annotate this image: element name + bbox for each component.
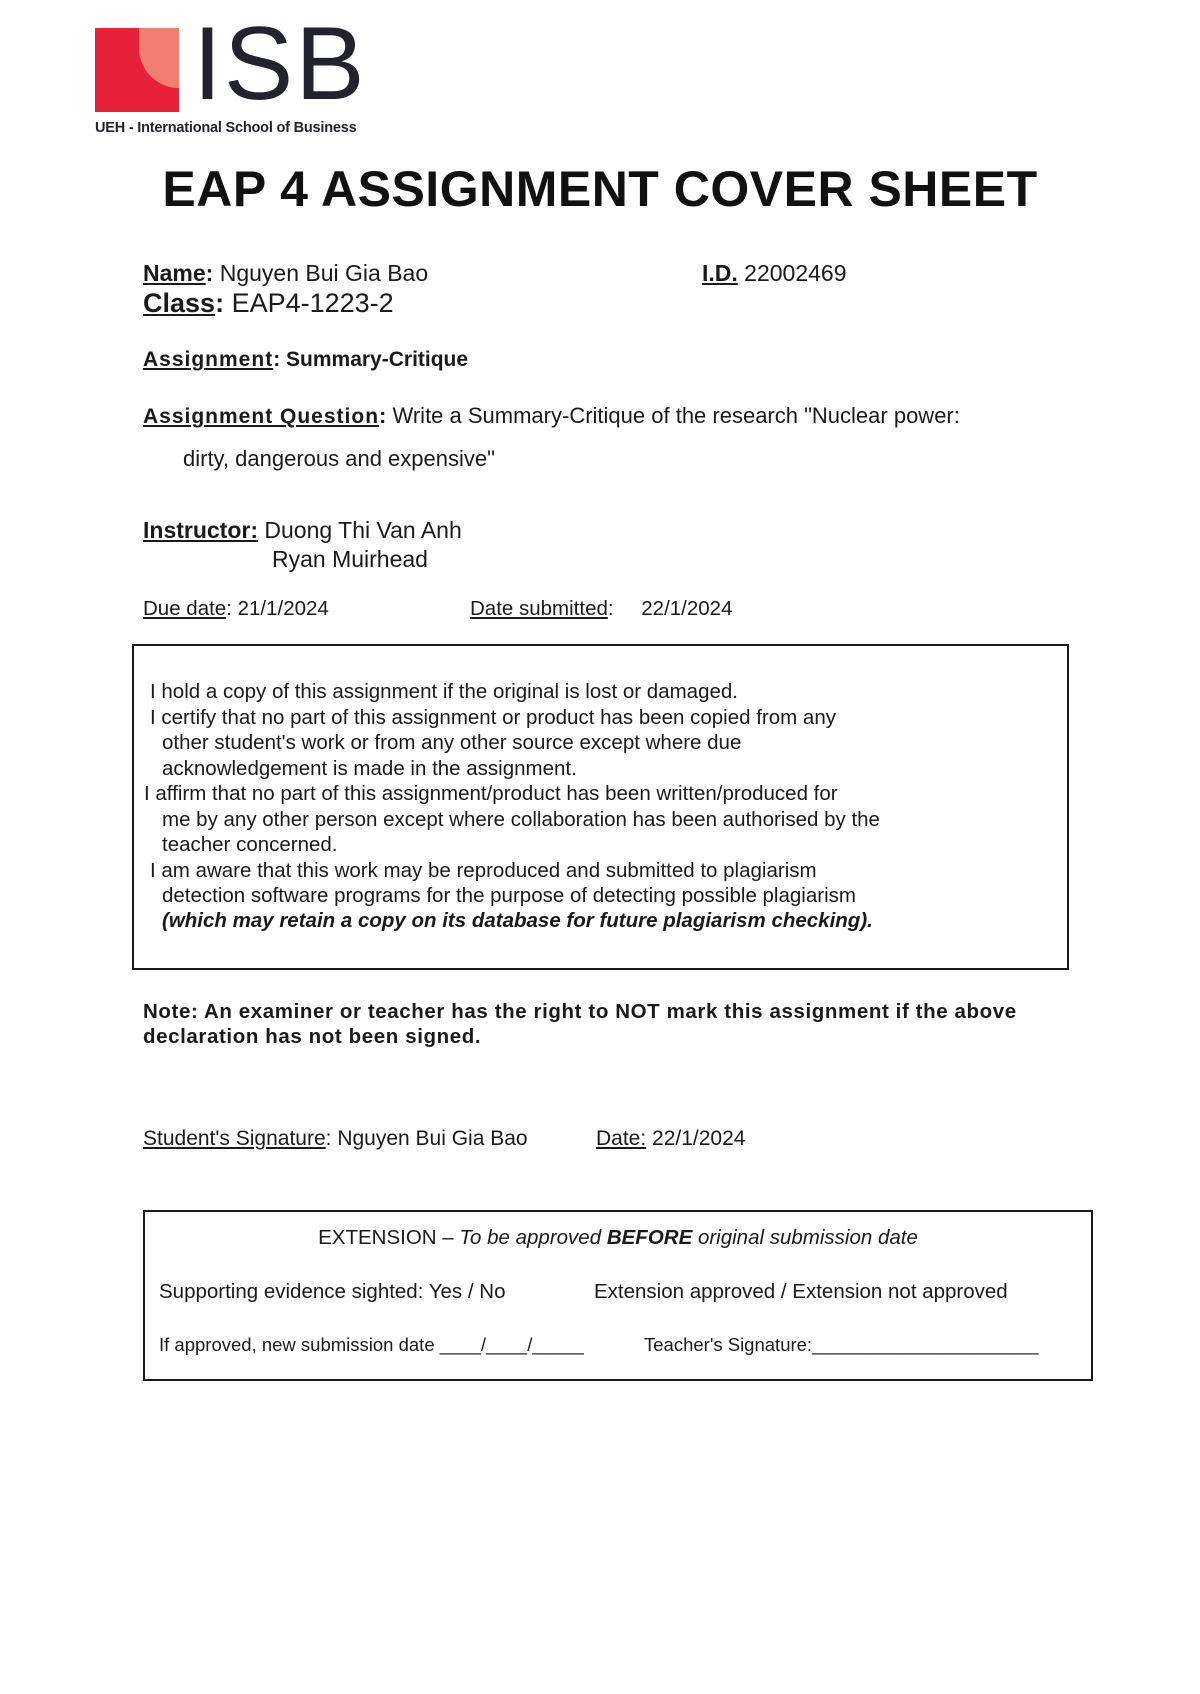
declaration-line: I hold a copy of this assignment if the original is lost or damaged.: [150, 680, 738, 703]
question-line-2: dirty, dangerous and expensive": [183, 446, 495, 471]
logo-subtitle: UEH - International School of Business: [95, 120, 357, 136]
signature-value: Nguyen Bui Gia Bao: [337, 1127, 528, 1150]
signature-label: Student's Signature: [143, 1127, 326, 1150]
date-submitted-label: Date submitted: [470, 597, 608, 620]
name-value: Nguyen Bui Gia Bao: [219, 260, 429, 286]
id-label: I.D.: [702, 260, 738, 286]
note-line-2: declaration has not been signed.: [143, 1025, 482, 1048]
signature-date-label: Date:: [596, 1127, 647, 1150]
instructor-name-2: Ryan Muirhead: [272, 546, 428, 572]
assignment-row: Assignment: Summary-Critique: [143, 348, 469, 371]
extension-heading: [145, 1226, 1091, 1250]
evidence-sighted: Supporting evidence sighted: Yes / No: [159, 1280, 506, 1303]
name-label: Name: [143, 260, 206, 286]
extension-heading-italic: To be approved: [459, 1226, 607, 1249]
name-row: Name: Nguyen Bui Gia Bao: [143, 260, 429, 286]
due-date-row: Due date: 21/1/2024: [143, 597, 329, 620]
date-submitted-value: 22/1/2024: [641, 597, 733, 620]
class-row: Class: EAP4-1223-2: [143, 288, 394, 318]
declaration-line: I affirm that no part of this assignment/product has been written/produced for: [144, 782, 838, 805]
class-value: EAP4-1223-2: [231, 288, 394, 318]
question-line-1: Write a Summary-Critique of the research "Nuclear power:: [392, 403, 960, 428]
declaration-line: I certify that no part of this assignment or product has been copied from any: [150, 706, 836, 729]
question-label: Assignment Question: [143, 405, 380, 428]
isb-logo: [95, 6, 375, 140]
extension-heading-bold: BEFORE: [606, 1226, 693, 1249]
date-submitted-row: Date submitted: 22/1/2024: [470, 597, 733, 620]
assignment-value: Summary-Critique: [286, 348, 469, 371]
declaration-box: [132, 644, 1069, 970]
id-value: 22002469: [744, 260, 847, 286]
new-submission-date: If approved, new submission date ____/____/_____: [159, 1334, 584, 1355]
question-row: Assignment Question: Write a Summary-Critique of the research "Nuclear power:: [143, 403, 960, 428]
declaration-line: I am aware that this work may be reproduced and submitted to plagiarism: [150, 859, 817, 882]
logo-letters: ISB: [193, 6, 367, 122]
instructor-label: Instructor:: [143, 517, 258, 543]
page-title: EAP 4 ASSIGNMENT COVER SHEET: [162, 161, 1038, 217]
due-date-value: 21/1/2024: [237, 597, 329, 620]
extension-heading-italic-2: original submission date: [692, 1226, 918, 1249]
instructor-name-1: Duong Thi Van Anh: [264, 517, 462, 543]
extension-approval: Extension approved / Extension not approved: [594, 1280, 1008, 1303]
class-label: Class: [143, 288, 216, 318]
assignment-label: Assignment: [143, 348, 274, 371]
extension-heading-plain: EXTENSION –: [318, 1226, 460, 1249]
declaration-italic-line: (which may retain a copy on its database for future plagiarism checking).: [162, 909, 873, 932]
note-line-1: Note: An examiner or teacher has the right to NOT mark this assignment if the above: [143, 1000, 1017, 1023]
declaration-line: detection software programs for the purpose of detecting possible plagiarism: [162, 884, 856, 907]
declaration-line: acknowledgement is made in the assignment.: [162, 757, 577, 780]
instructor-row: [143, 517, 462, 544]
due-date-label: Due date: [143, 597, 227, 620]
signature-row: Student's Signature: Nguyen Bui Gia Bao: [143, 1127, 528, 1150]
signature-date-row: [596, 1127, 745, 1151]
declaration-line: teacher concerned.: [162, 833, 338, 856]
declaration-line: other student's work or from any other source except where due: [162, 731, 742, 754]
teacher-signature: Teacher's Signature:______________________: [644, 1334, 1039, 1355]
signature-date-value: 22/1/2024: [652, 1127, 746, 1150]
declaration-line: me by any other person except where collaboration has been authorised by the: [162, 808, 880, 831]
extension-box: [143, 1210, 1093, 1381]
id-row: [702, 260, 847, 287]
